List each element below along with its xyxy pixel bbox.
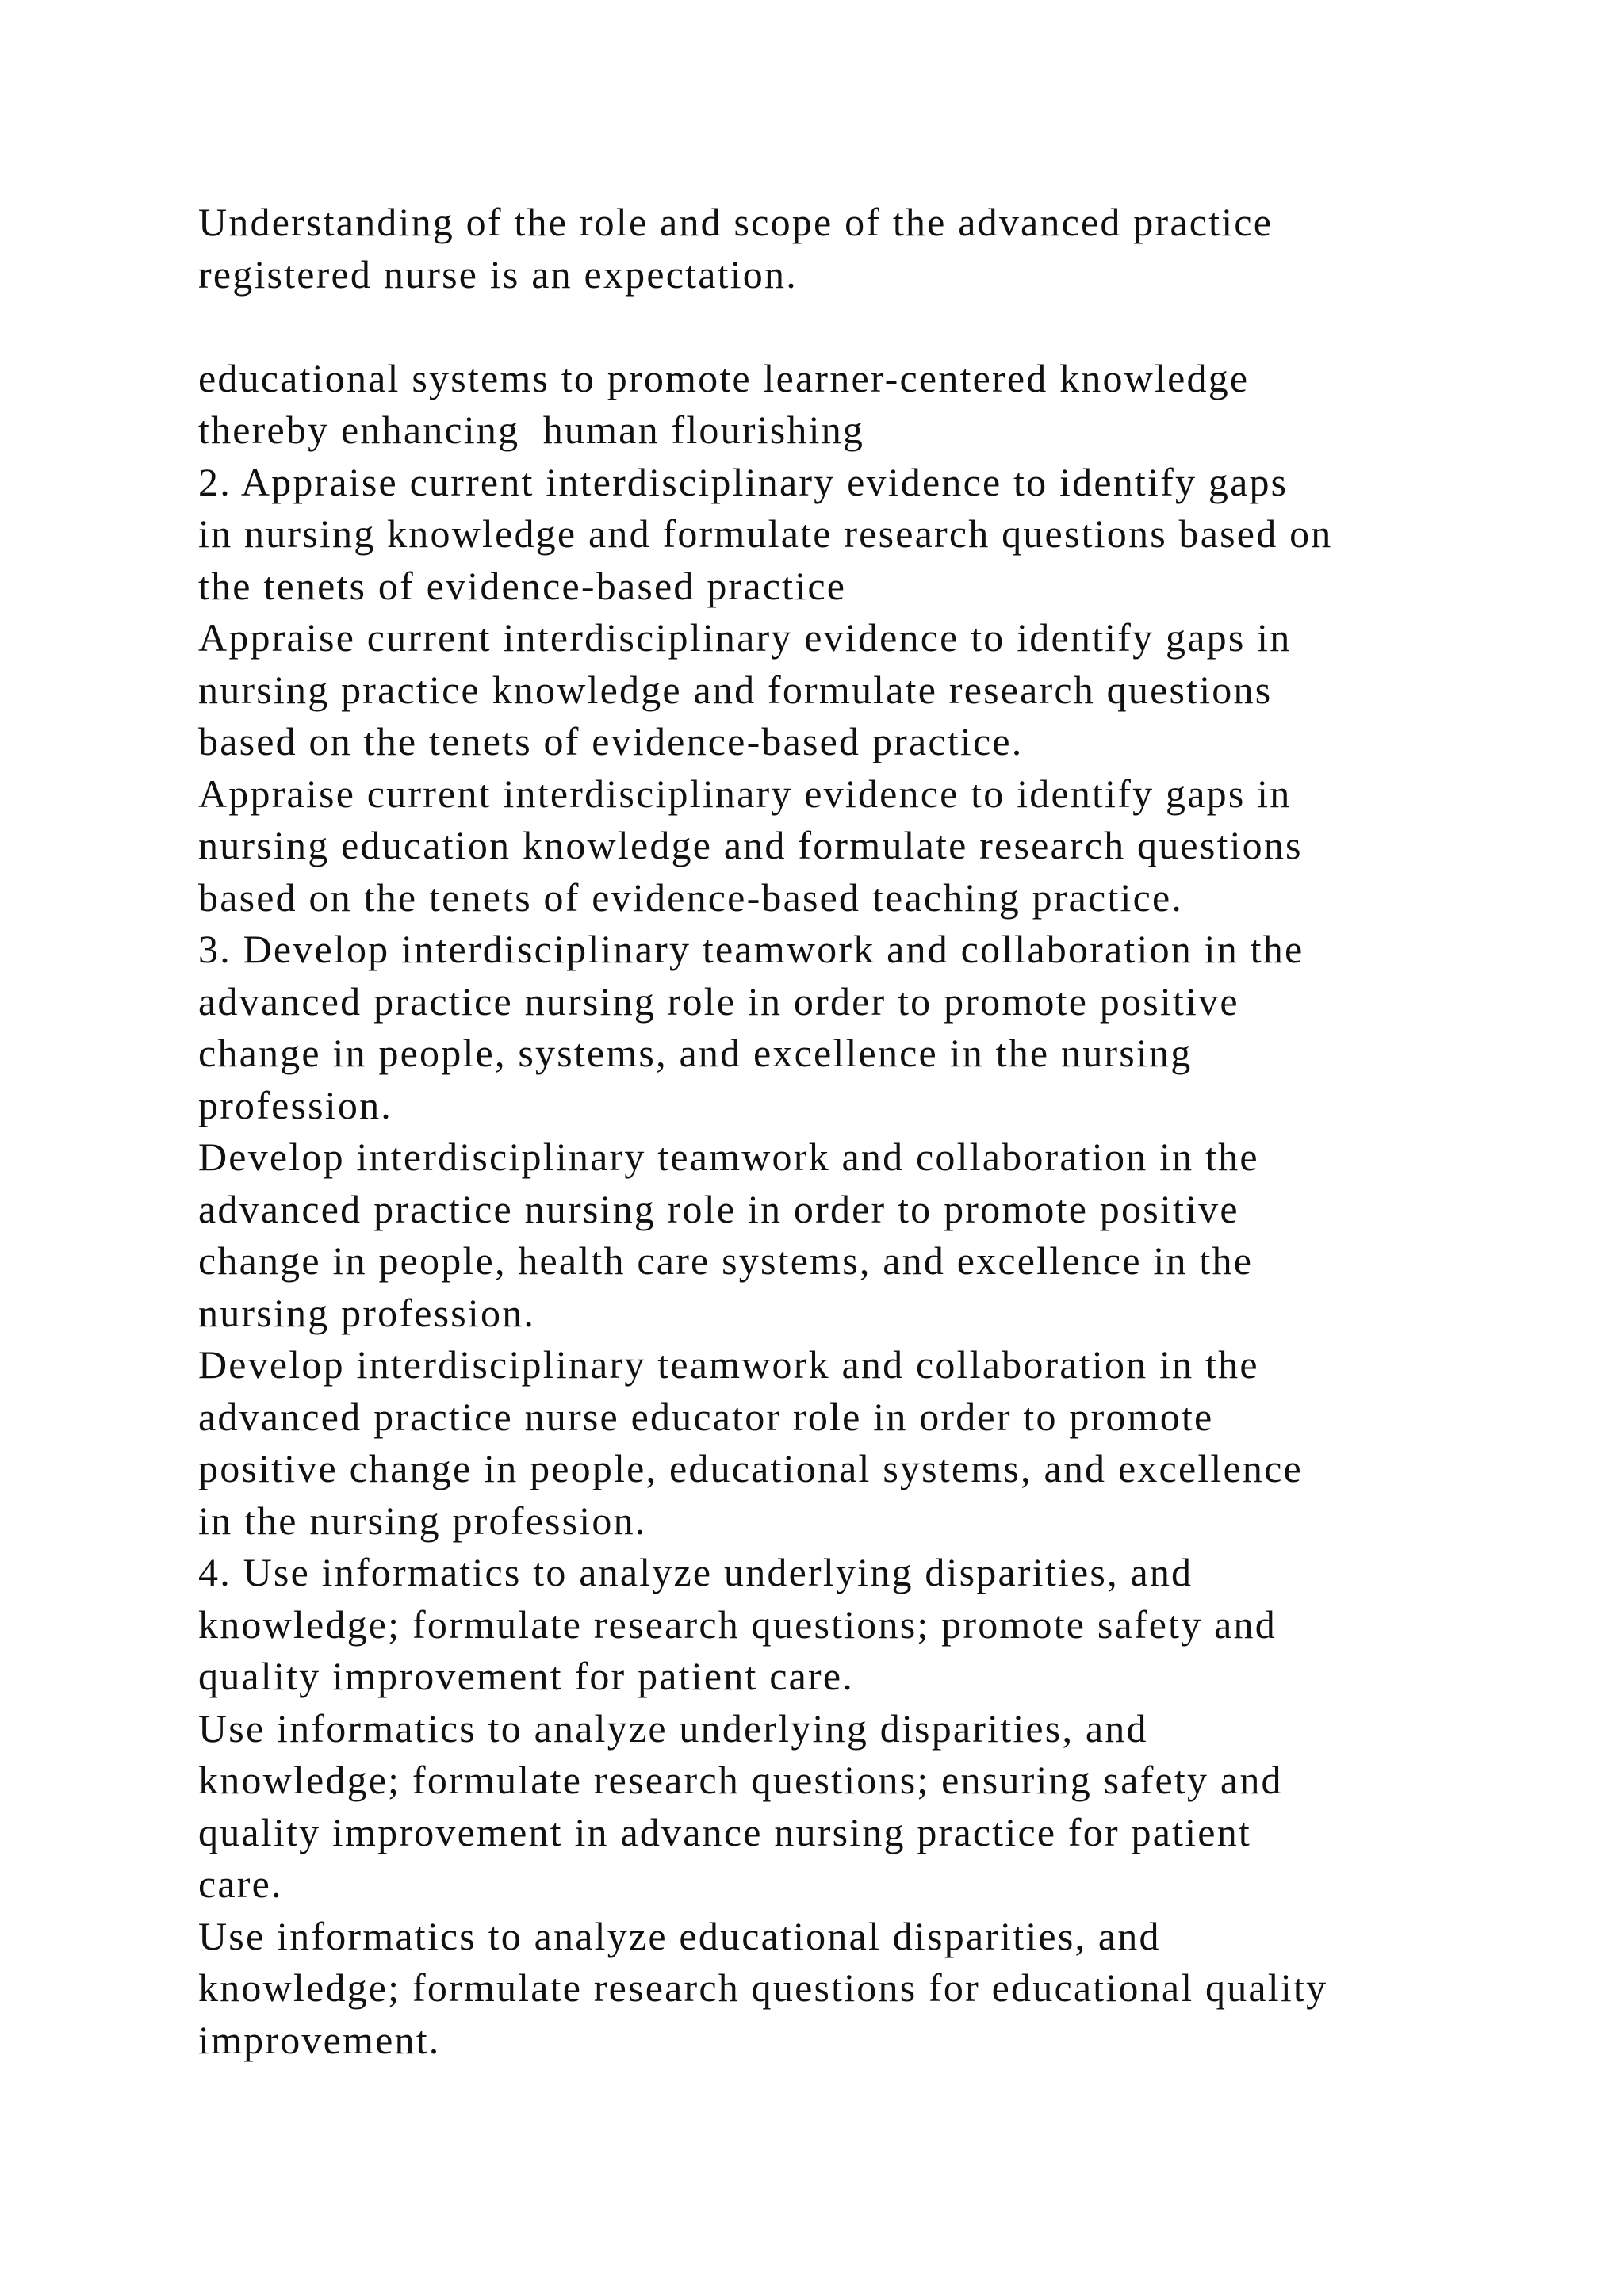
text-line: change in people, health care systems, and excellence in the [198, 1238, 1254, 1283]
text-line: the tenets of evidence-based practice [198, 563, 847, 608]
text-line: knowledge; formulate research questions for educational quality [198, 1965, 1328, 2010]
blank-line [198, 300, 1499, 353]
text-line: Understanding of the role and scope of the advanced practice [198, 200, 1274, 244]
text-line: nursing education knowledge and formulate research questions [198, 823, 1303, 867]
text-line: Appraise current interdisciplinary evidence to identify gaps in [198, 771, 1292, 816]
text-line: advanced practice nursing role in order to promote positive [198, 978, 1239, 1024]
text-line: quality improvement in advance nursing practice for patient [198, 1809, 1251, 1854]
text-line: based on the tenets of evidence-based practice. [198, 719, 1024, 763]
text-line: care. [198, 1862, 283, 1906]
text-line: 2. Appraise current interdisciplinary evidence to identify gaps [198, 459, 1289, 504]
text-line: advanced practice nurse educator role in order to promote [198, 1394, 1214, 1439]
text-line: 3. Develop interdisciplinary teamwork and collaboration in the [198, 927, 1304, 971]
text-line: advanced practice nursing role in order to promote positive [198, 1186, 1239, 1231]
text-line: thereby enhancing human flourishing [198, 408, 865, 452]
text-line: change in people, systems, and excellence in the nursing [198, 1031, 1193, 1075]
text-line: positive change in people, educational systems, and excellence [198, 1446, 1303, 1490]
text-line: knowledge; formulate research questions; ensuring safety and [198, 1758, 1283, 1802]
text-line: in the nursing profession. [198, 1498, 647, 1543]
text-line: registered nurse is an expectation. [198, 251, 798, 297]
text-line: Use informatics to analyze educational disparities, and [198, 1913, 1161, 1958]
text-line: profession. [198, 1082, 393, 1127]
text-line: Develop interdisciplinary teamwork and collaboration in the [198, 1135, 1259, 1179]
text-line: nursing practice knowledge and formulate research questions [198, 667, 1273, 712]
text-line: based on the tenets of evidence-based teaching practice. [198, 874, 1184, 920]
text-line: improvement. [198, 2017, 441, 2062]
text-line: educational systems to promote learner-centered knowledge [198, 355, 1250, 400]
text-line: Appraise current interdisciplinary evidence to identify gaps in [198, 615, 1292, 660]
text-line: in nursing knowledge and formulate research questions based on [198, 511, 1333, 556]
text-line: Develop interdisciplinary teamwork and collaboration in the [198, 1342, 1259, 1387]
text-line: knowledge; formulate research questions; promote safety and [198, 1601, 1277, 1647]
document-body [198, 197, 1499, 2066]
text-line: Use informatics to analyze underlying disparities, and [198, 1705, 1148, 1751]
text-line: quality improvement for patient care. [198, 1654, 854, 1698]
text-line: nursing profession. [198, 1290, 536, 1335]
text-line: 4. Use informatics to analyze underlying disparities, and [198, 1550, 1193, 1594]
